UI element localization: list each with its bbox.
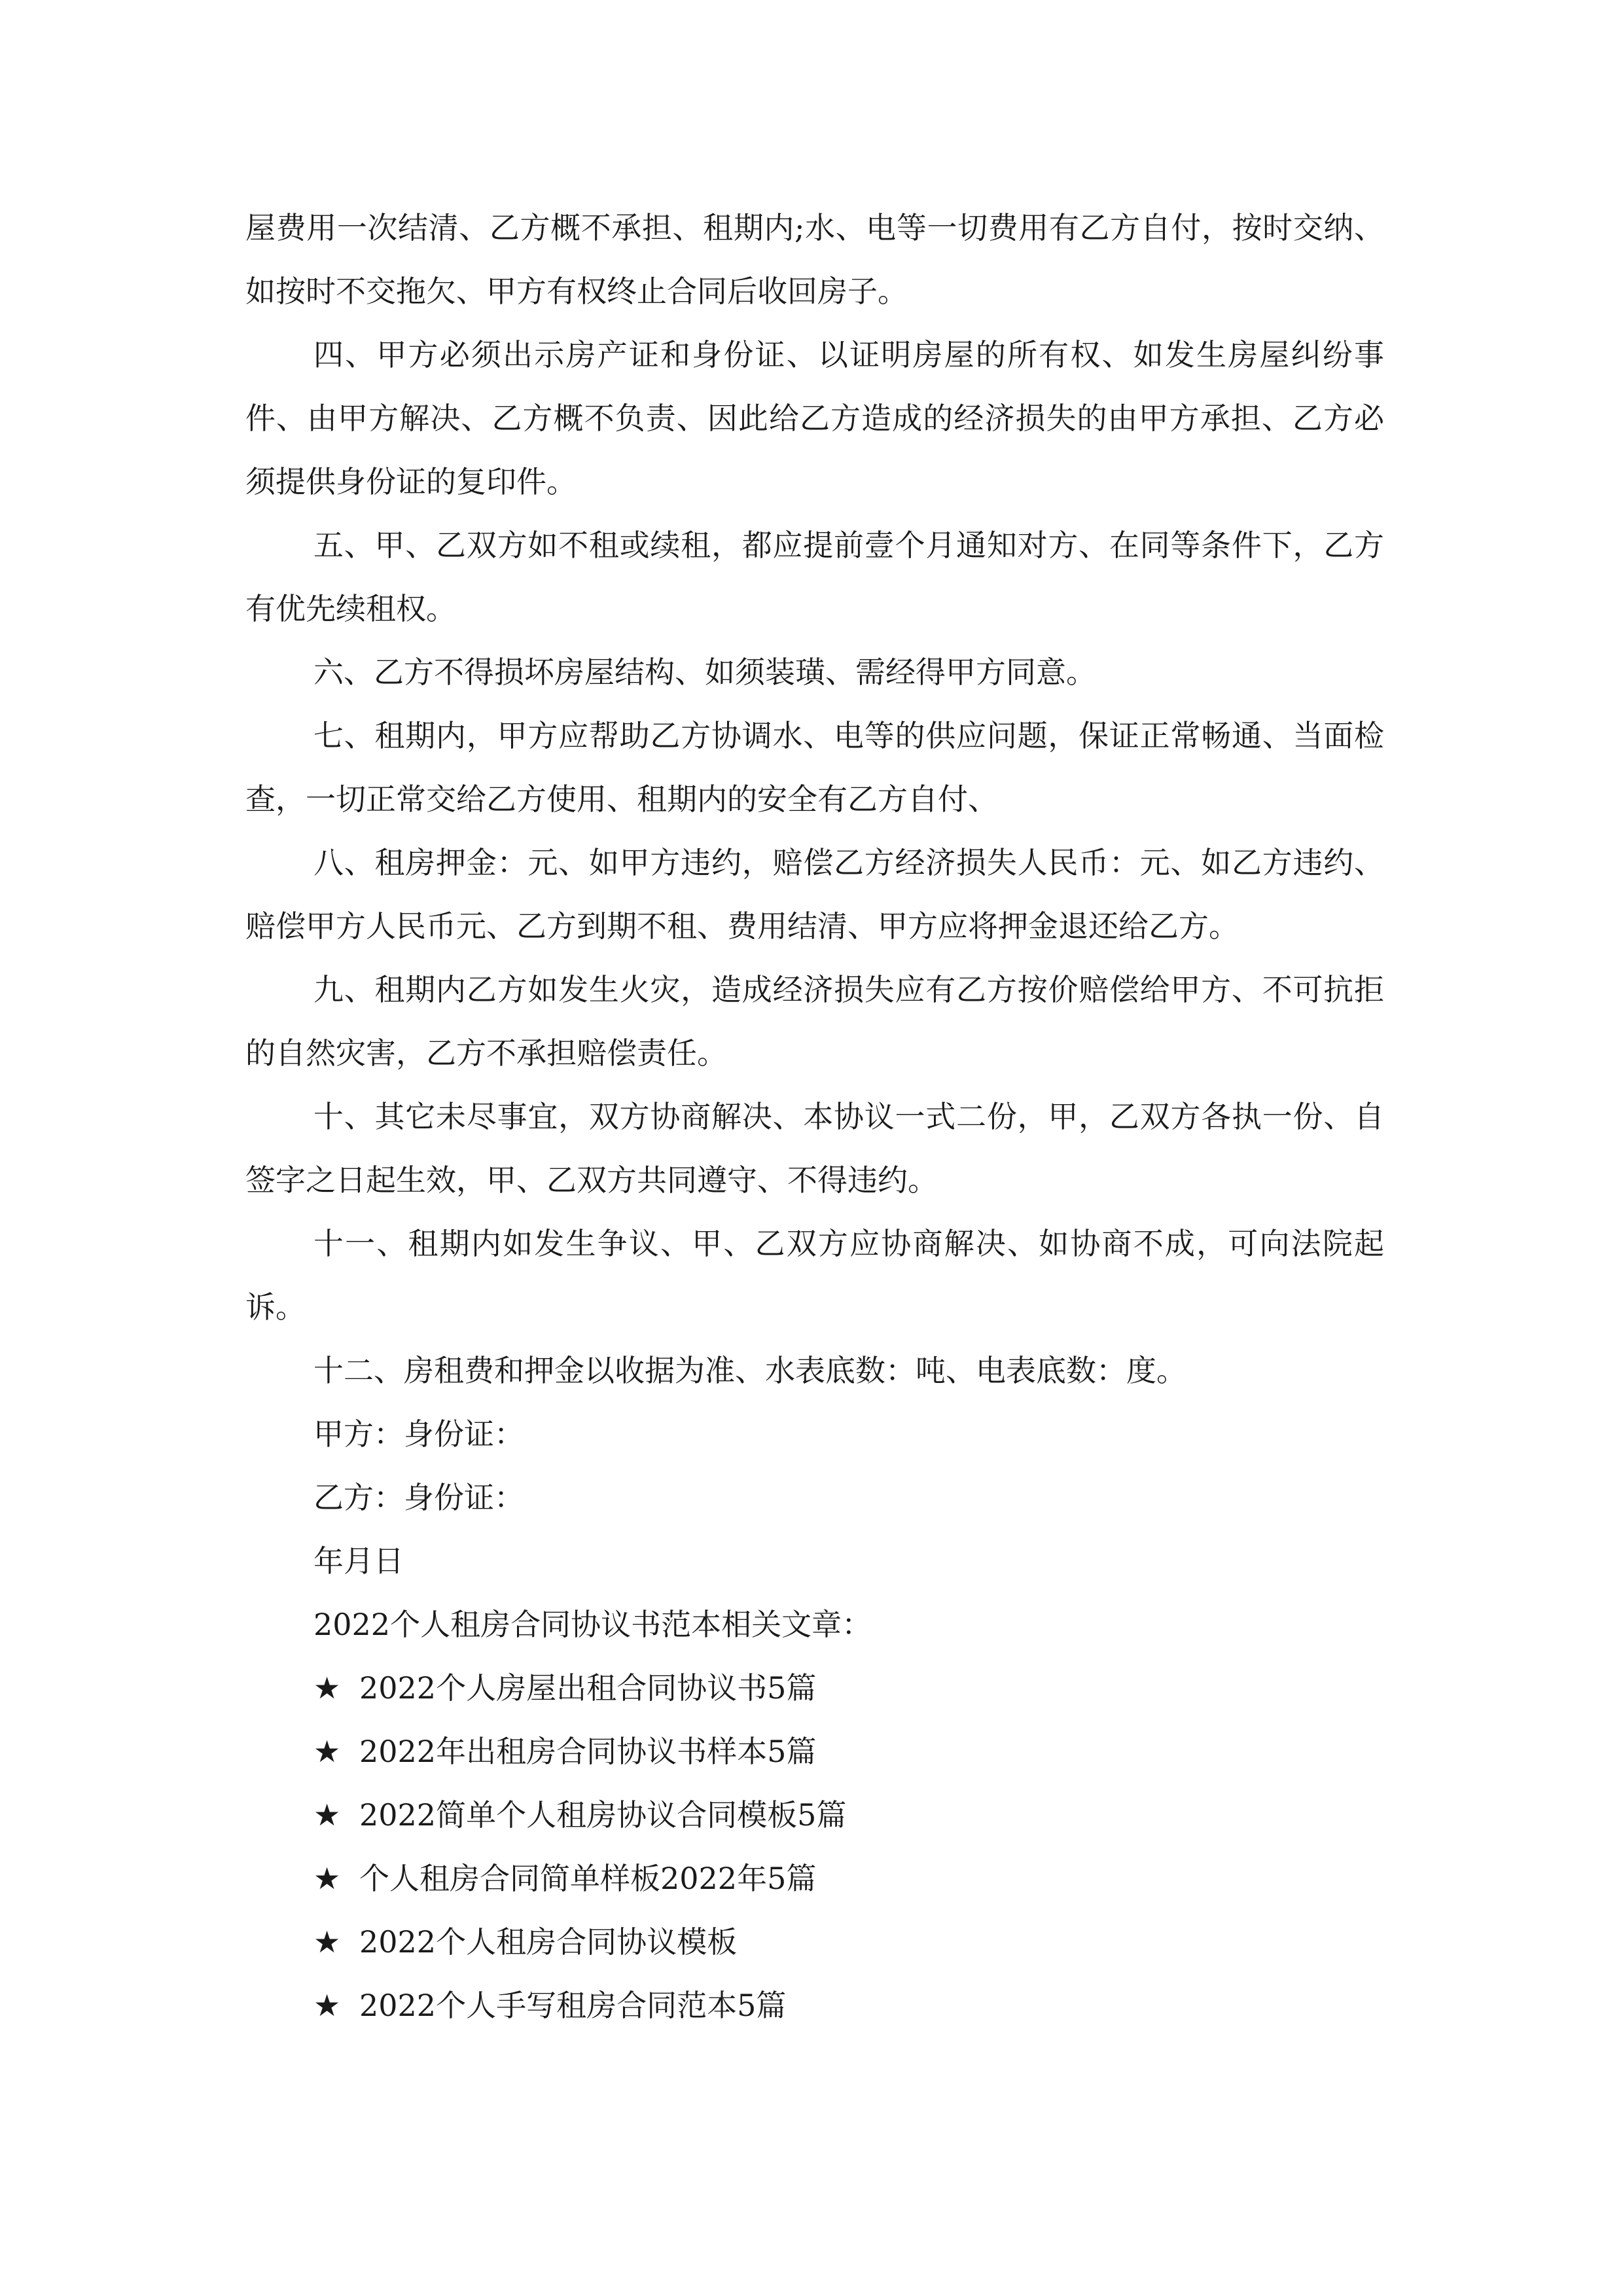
related-article-title: 2022个人租房合同协议模板 — [359, 1924, 738, 1960]
star-icon: ★ — [313, 1670, 341, 1706]
related-article-title: 2022年出租房合同协议书样本5篇 — [359, 1734, 817, 1769]
paragraph-continued: 屋费用一次结清、乙方概不承担、租期内;水、电等一切费用有乙方自付，按时交纳、如按时不交拖欠、甲方有权终止合同后收回房子。 — [245, 210, 1384, 309]
star-icon: ★ — [313, 1797, 341, 1833]
related-articles-list — [245, 1657, 1384, 2037]
related-article-link[interactable] — [245, 1720, 1384, 1784]
clause-8: 八、租房押金：元、如甲方违约，赔偿乙方经济损失人民币：元、如乙方违约、赔偿甲方人民币元、乙方到期不租、费用结清、甲方应将押金退还给乙方。 — [245, 845, 1384, 944]
party-a-signature-line: 甲方：身份证： — [313, 1416, 524, 1452]
related-article-link[interactable] — [245, 1657, 1384, 1720]
document-page — [245, 196, 1384, 2037]
star-icon: ★ — [313, 1861, 341, 1896]
clause-6: 六、乙方不得损坏房屋结构、如须装璜、需经得甲方同意。 — [313, 655, 1096, 690]
related-article-title: 2022个人房屋出租合同协议书5篇 — [359, 1670, 817, 1706]
clause-9: 九、租期内乙方如发生火灾，造成经济损失应有乙方按价赔偿给甲方、不可抗拒的自然灾害，乙方不承担赔偿责任。 — [245, 972, 1384, 1071]
star-icon: ★ — [313, 1988, 341, 2023]
date-line: 年月日 — [313, 1543, 404, 1579]
related-article-title: 2022简单个人租房协议合同模板5篇 — [359, 1797, 847, 1833]
party-b-signature-line: 乙方：身份证： — [313, 1480, 524, 1515]
related-article-link[interactable] — [245, 1974, 1384, 2037]
star-icon: ★ — [313, 1924, 341, 1960]
star-icon: ★ — [313, 1734, 341, 1769]
related-article-link[interactable] — [245, 1910, 1384, 1974]
related-article-link[interactable] — [245, 1784, 1384, 1847]
related-article-title: 2022个人手写租房合同范本5篇 — [359, 1988, 787, 2023]
clause-12: 十二、房租费和押金以收据为准、水表底数：吨、电表底数：度。 — [313, 1353, 1186, 1388]
clause-10: 十、其它未尽事宜，双方协商解决、本协议一式二份，甲，乙双方各执一份、自签字之日起生效，甲、乙双方共同遵守、不得违约。 — [245, 1099, 1384, 1198]
clause-5: 五、甲、乙双方如不租或续租，都应提前壹个月通知对方、在同等条件下，乙方有优先续租权。 — [245, 528, 1384, 626]
clause-7: 七、租期内，甲方应帮助乙方协调水、电等的供应问题，保证正常畅通、当面检查，一切正常交给乙方使用、租期内的安全有乙方自付、 — [245, 718, 1384, 817]
clause-4: 四、甲方必须出示房产证和身份证、以证明房屋的所有权、如发生房屋纠纷事件、由甲方解决、乙方概不负责、因此给乙方造成的经济损失的由甲方承担、乙方必须提供身份证的复印件。 — [245, 337, 1384, 499]
related-article-title: 个人租房合同简单样板2022年5篇 — [359, 1861, 817, 1896]
related-article-link[interactable] — [245, 1847, 1384, 1910]
related-articles-heading: 2022个人租房合同协议书范本相关文章： — [313, 1607, 872, 1642]
clause-11: 十一、租期内如发生争议、甲、乙双方应协商解决、如协商不成，可向法院起诉。 — [245, 1226, 1384, 1325]
